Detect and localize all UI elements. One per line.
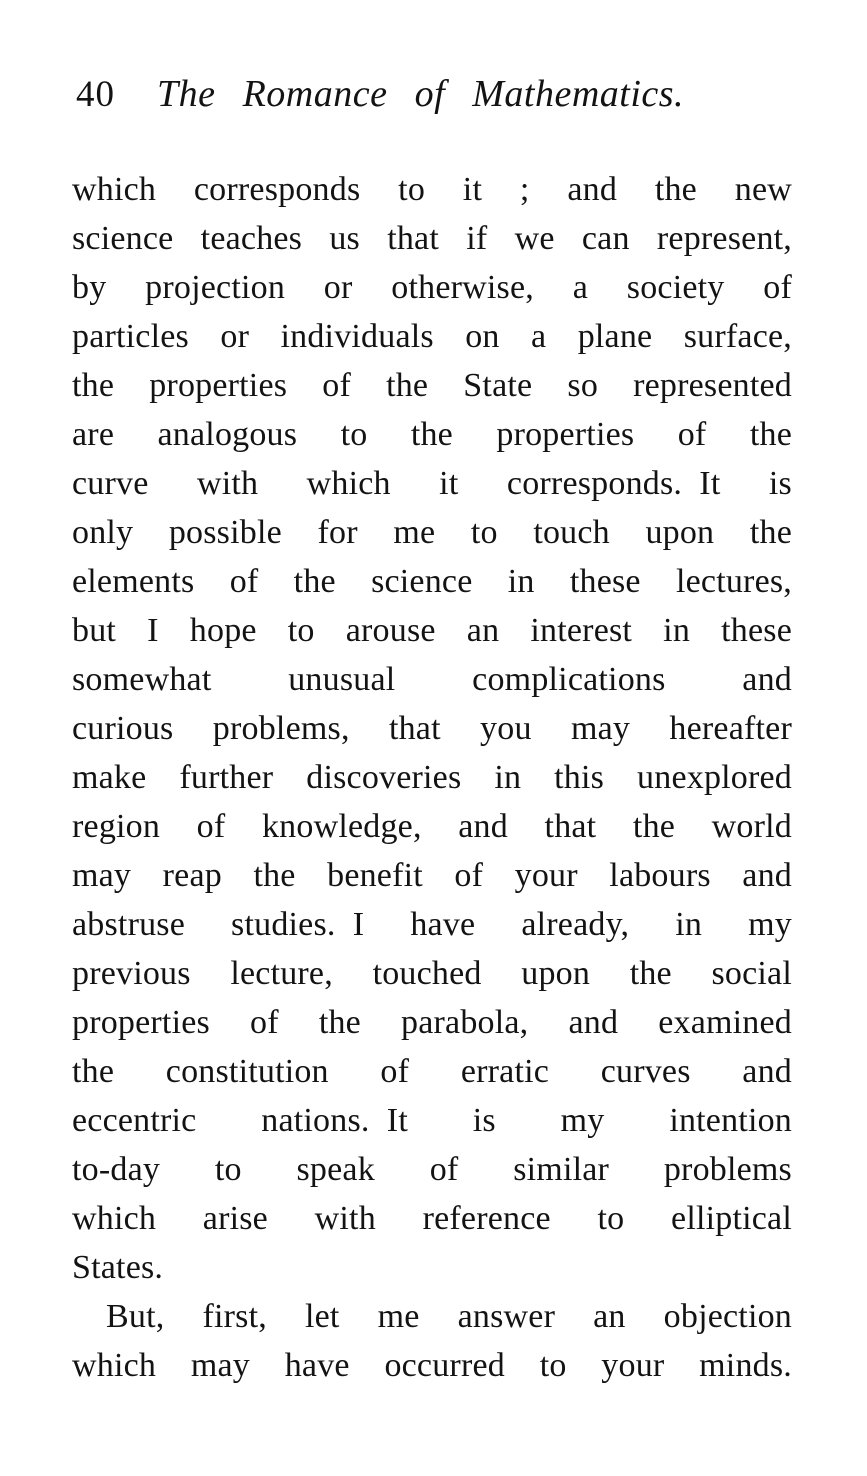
- page-body: [72, 165, 792, 1390]
- running-title: The Romance of Mathematics.: [157, 73, 685, 115]
- text-line: properties of the parabola, and examined: [72, 1004, 792, 1041]
- text-line: the properties of the State so represented: [72, 367, 792, 404]
- text-line: elements of the science in these lectures,: [72, 563, 792, 600]
- text-line: abstruse studies. I have already, in my: [72, 906, 792, 943]
- text-line: make further discoveries in this unexplored: [72, 759, 792, 796]
- running-header: [76, 72, 740, 116]
- text-line: which may have occurred to your minds.: [72, 1347, 792, 1384]
- page-number: 40: [76, 74, 115, 115]
- text-line: previous lecture, touched upon the social: [72, 955, 792, 992]
- text-line: only possible for me to touch upon the: [72, 514, 792, 551]
- text-line: may reap the benefit of your labours and: [72, 857, 792, 894]
- text-line: somewhat unusual complications and: [72, 661, 792, 698]
- text-line: States.: [72, 1249, 164, 1286]
- text-line: But, first, let me answer an objection: [106, 1298, 792, 1335]
- text-line: the constitution of erratic curves and: [72, 1053, 792, 1090]
- text-line: which corresponds to it ; and the new: [72, 171, 792, 208]
- text-line: region of knowledge, and that the world: [72, 808, 792, 845]
- text-line: but I hope to arouse an interest in these: [72, 612, 792, 649]
- text-line: to-day to speak of similar problems: [72, 1151, 792, 1188]
- text-line: curve with which it corresponds. It is: [72, 465, 792, 502]
- text-line: by projection or otherwise, a society of: [72, 269, 792, 306]
- text-line: science teaches us that if we can represent,: [72, 220, 792, 257]
- text-line: curious problems, that you may hereafter: [72, 710, 792, 747]
- text-line: which arise with reference to elliptical: [72, 1200, 792, 1237]
- text-line: particles or individuals on a plane surface,: [72, 318, 792, 355]
- text-line: are analogous to the properties of the: [72, 416, 792, 453]
- text-line: eccentric nations. It is my intention: [72, 1102, 792, 1139]
